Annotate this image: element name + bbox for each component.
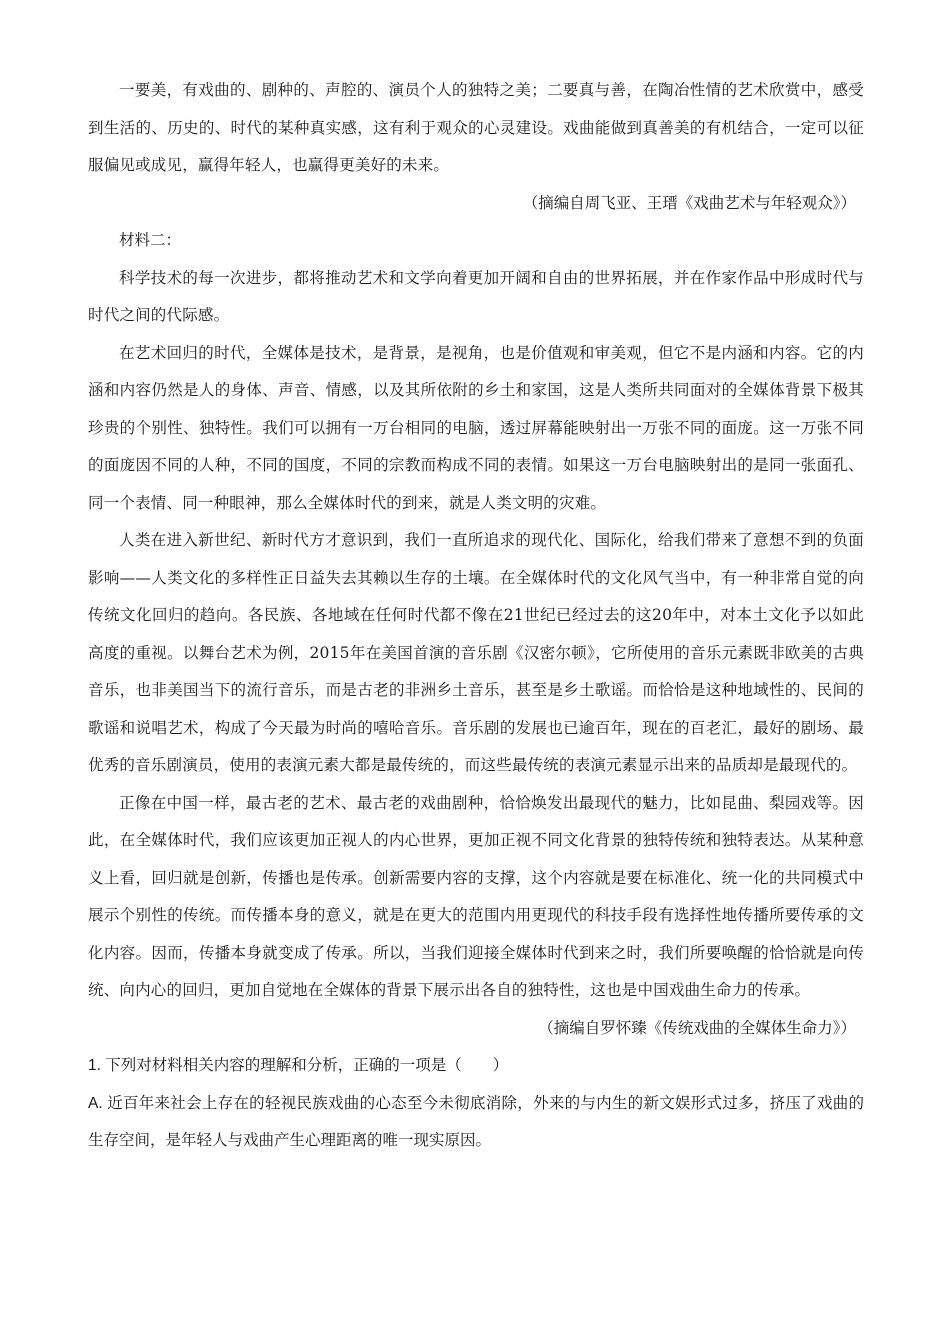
material1-final-paragraph: 一要美，有戏曲的、剧种的、声腔的、演员个人的独特之美；二要真与善，在陶冶性情的艺术欣赏中，感受到生活的、历史的、时代的某种真实感，这有利于观众的心灵建设。戏曲能做到真善美的有机结合，一定可以征服偏见或成见，赢得年轻人，也赢得更美好的未来。 [88,81,864,174]
material2-paragraph-3: 人类在进入新世纪、新时代方才意识到，我们一直所追求的现代化、国际化，给我们带来了意想不到的负面影响——人类文化的多样性正日益失去其赖以生存的土壤。在全媒体时代的文化风气当中，有一种非常自觉的向传统文化回归的趋向。各民族、各地域在任何时代都不像在21世纪已经过去的这20年中，对本土文化予以如此高度的重视。以舞台艺术为例，2015年在美国首演的音乐剧《汉密尔顿》，它所使用的音乐元素既非欧美的古典音乐，也非美国当下的流行音乐，而是古老的非洲乡土音乐，甚至是乡土歌谣。而恰恰是这种地域性的、民间的歌谣和说唱艺术，构成了今天最为时尚的嘻哈音乐。音乐剧的发展也已逾百年，现在的百老汇，最好的剧场、最优秀的音乐剧演员，使用的表演元素大都是最传统的，而这些最传统的表演元素显示出来的品质却是最现代的。 [88,531,864,774]
material2-paragraph-2: 在艺术回归的时代，全媒体是技术，是背景，是视角，也是价值观和审美观，但它不是内涵和内容。它的内涵和内容仍然是人的身体、声音、情感，以及其所依附的乡土和家国，这是人类所共同面对的全媒体背景下极其珍贵的个别性、独特性。我们可以拥有一万台相同的电脑，透过屏幕能映射出一万张不同的面庞。这一万张不同的面庞因不同的人种，不同的国度，不同的宗教而构成不同的表情。如果这一万台电脑映射出的是同一张面孔、同一个表情、同一种眼神，那么全媒体时代的到来，就是人类文明的灾难。 [88,343,864,512]
material2-paragraph-1: 科学技术的每一次进步，都将推动艺术和文学向着更加开阔和自由的世界拓展，并在作家作品中形成时代与时代之间的代际感。 [88,268,864,324]
question-1-stem: 1. 下列对材料相关内容的理解和分析，正确的一项是（ ） [88,1057,509,1074]
material2-source: （摘编自罗怀臻《传统戏曲的全媒体生命力》） [538,1018,856,1037]
question-1-option-a: A. 近百年来社会上存在的轻视民族戏曲的心态至今未彻底消除，外来的与内生的新文娱形式过多，挤压了戏曲的生存空间，是年轻人与戏曲产生心理距离的唯一现实原因。 [88,1094,864,1149]
material2-heading: 材料二： [119,231,182,249]
material1-source: （摘编自周飞亚、王瑨《戏曲艺术与年轻观众》） [522,193,856,212]
material2-paragraph-4: 正像在中国一样，最古老的艺术、最古老的戏曲剧种，恰恰焕发出最现代的魅力，比如昆曲、梨园戏等。因此，在全媒体时代，我们应该更加正视人的内心世界，更加正视不同文化背景的独特传统和独特表达。从某种意义上看，回归就是创新，传播也是传承。创新需要内容的支撑，这个内容就是要在标准化、统一化的共同模式中展示个别性的传统。而传播本身的意义，就是在更大的范围内用更现代的科技手段有选择性地传播所要传承的文化内容。因而，传播本身就变成了传承。所以，当我们迎接全媒体时代到来之时，我们所要唤醒的恰恰就是向传统、向内心的回归，更加自觉地在全媒体的背景下展示出各自的独特性，这也是中国戏曲生命力的传承。 [88,793,864,999]
document-page [88,72,864,1160]
